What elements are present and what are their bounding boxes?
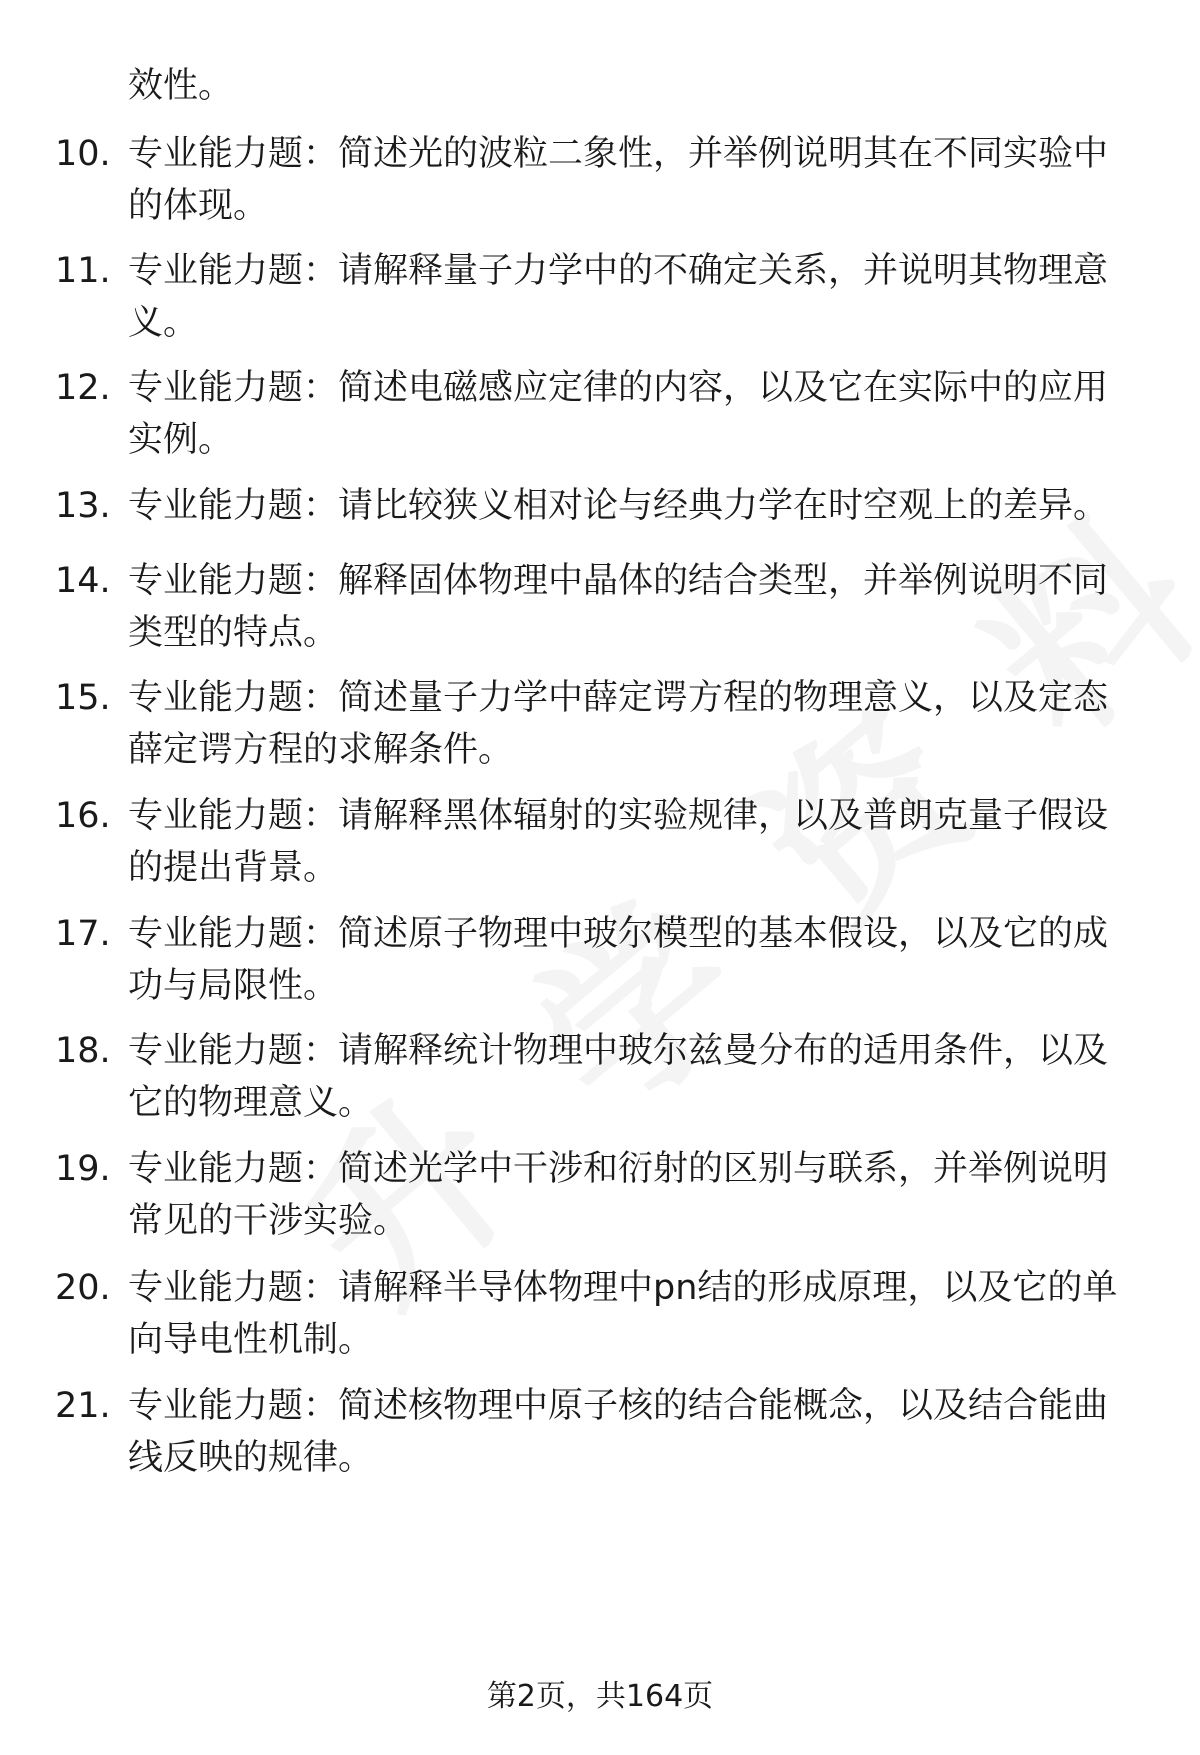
question-number: 17.: [55, 914, 111, 954]
question-number: 12.: [55, 368, 111, 408]
question-item: [0, 1143, 1200, 1263]
question-number: 11.: [55, 251, 111, 291]
question-text: 专业能力题：请解释黑体辐射的实验规律，以及普朗克量子假设的提出背景。: [128, 796, 1109, 888]
question-number: 18.: [55, 1031, 111, 1071]
question-number: 13.: [55, 486, 111, 526]
question-number: 20.: [55, 1268, 111, 1308]
question-item: [0, 362, 1200, 482]
question-text: 专业能力题：解释固体物理中晶体的结合类型，并举例说明不同类型的特点。: [128, 561, 1109, 653]
question-text: 专业能力题：请比较狭义相对论与经典力学在时空观上的差异。: [128, 486, 1109, 526]
question-item: [0, 1262, 1200, 1382]
question-item: [0, 1025, 1200, 1145]
question-text: 专业能力题：简述光的波粒二象性，并举例说明其在不同实验中的体现。: [128, 134, 1109, 226]
question-text: 专业能力题：请解释统计物理中玻尔兹曼分布的适用条件，以及它的物理意义。: [128, 1031, 1109, 1123]
question-text: 专业能力题：简述电磁感应定律的内容，以及它在实际中的应用实例。: [128, 368, 1109, 460]
question-item: [0, 128, 1200, 248]
question-item: [0, 245, 1200, 365]
question-text: 专业能力题：简述原子物理中玻尔模型的基本假设，以及它的成功与局限性。: [128, 914, 1109, 1006]
question-item: [0, 555, 1200, 675]
question-number: 21.: [55, 1386, 111, 1426]
page-footer: 第2页，共164页: [486, 1679, 714, 1714]
question-item: [0, 908, 1200, 1028]
question-number: 15.: [55, 678, 111, 718]
continuation-text: 效性。: [128, 66, 234, 106]
question-number: 19.: [55, 1149, 111, 1189]
question-text: 专业能力题：请解释半导体物理中pn结的形成原理，以及它的单向导电性机制。: [128, 1268, 1118, 1360]
question-text: 专业能力题：简述光学中干涉和衍射的区别与联系，并举例说明常见的干涉实验。: [128, 1149, 1109, 1241]
question-number: 10.: [55, 134, 111, 174]
question-item: [0, 672, 1200, 792]
question-item: [0, 790, 1200, 910]
question-text: 专业能力题：请解释量子力学中的不确定关系，并说明其物理意义。: [128, 251, 1109, 343]
question-item: [0, 1380, 1200, 1500]
question-number: 14.: [55, 561, 111, 601]
question-text: 专业能力题：简述核物理中原子核的结合能概念，以及结合能曲线反映的规律。: [128, 1386, 1109, 1478]
question-text: 专业能力题：简述量子力学中薛定谔方程的物理意义，以及定态薛定谔方程的求解条件。: [128, 678, 1109, 770]
question-number: 16.: [55, 796, 111, 836]
